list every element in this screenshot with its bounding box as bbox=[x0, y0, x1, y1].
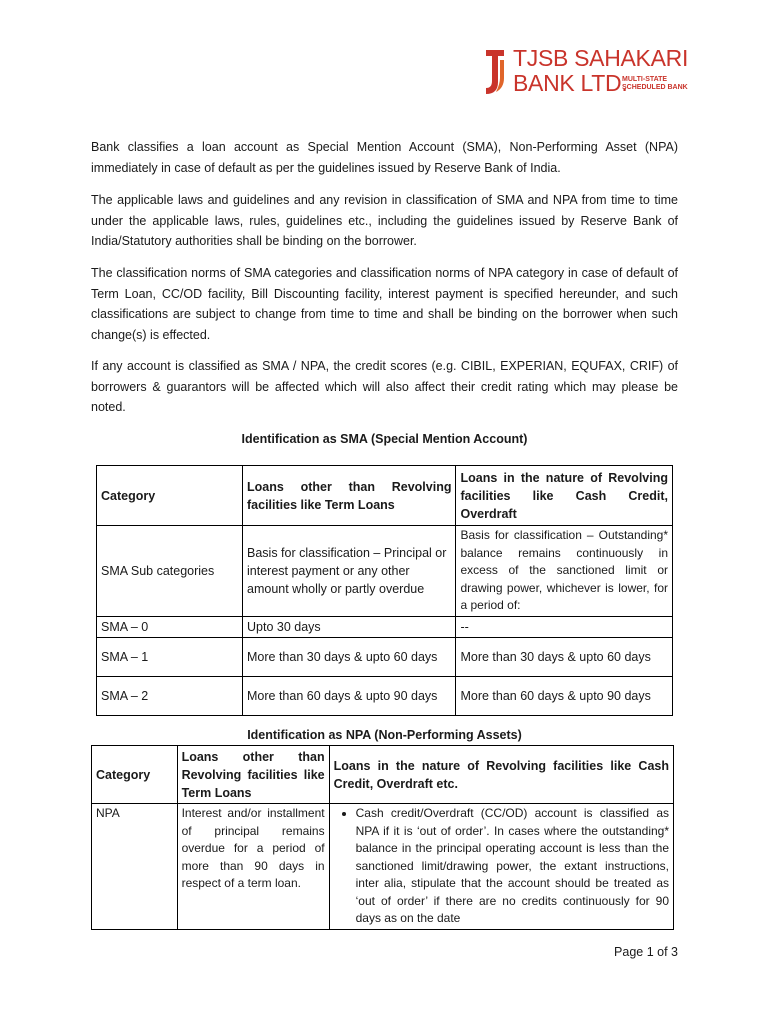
sma-table bbox=[96, 465, 673, 716]
paragraph-2: The applicable laws and guidelines and any revision in classification of SMA and NPA from time to time under the applicable laws, rules, guidelines etc., including the guidelines issued by Reserve Bank of India/Statutory authorities shall be binding on the borrower. bbox=[91, 193, 678, 248]
npa-table bbox=[91, 745, 674, 930]
tjsb-logo-icon bbox=[482, 48, 508, 96]
npa-heading: Identification as NPA (Non-Performing Assets) bbox=[247, 728, 522, 742]
table-cell: -- bbox=[456, 616, 673, 637]
table-cell: Basis for classification – Outstanding* balance remains continuously in excess of the sanctioned limit or drawing power, whichever is lower, for a period of: bbox=[456, 526, 673, 617]
table-cell: SMA – 0 bbox=[97, 616, 243, 637]
logo-sub-2: SCHEDULED BANK bbox=[622, 84, 688, 91]
table-row bbox=[97, 526, 673, 617]
table-header-cell: Category bbox=[97, 466, 243, 526]
table-header-cell: Loans other than Revolving facilities like Term Loans bbox=[243, 466, 456, 526]
table-cell: NPA bbox=[92, 804, 178, 930]
table-row bbox=[97, 616, 673, 637]
logo-subtitle bbox=[622, 76, 688, 92]
paragraph-3: The classification norms of SMA categories and classification norms of NPA category in case of default of Term Loan, CC/OD facility, Bill Discounting facility, interest payment is specified hereunder, and such classifications are subject to change from time to time and shall be binding on the borrower when such change(s) is effected. bbox=[91, 266, 678, 342]
page-number: Page 1 of 3 bbox=[614, 945, 678, 959]
table-row bbox=[97, 466, 673, 526]
paragraph-1: Bank classifies a loan account as Special Mention Account (SMA), Non-Performing Asset (NPA) immediately in case of default as per the guidelines issued by Reserve Bank of India. bbox=[91, 140, 678, 175]
table-cell bbox=[329, 804, 673, 930]
table-header-cell: Loans in the nature of Revolving facilities like Cash Credit, Overdraft bbox=[456, 466, 673, 526]
npa-bullet-list bbox=[334, 805, 669, 928]
table-row bbox=[92, 804, 674, 930]
paragraph-4: If any account is classified as SMA / NPA, the credit scores (e.g. CIBIL, EXPERIAN, EQUFAX, CRIF) of borrowers & guarantors will be affected which will also affect their credit rating which may please be noted. bbox=[91, 359, 678, 414]
bank-logo bbox=[482, 45, 689, 98]
table-cell: More than 30 days & upto 60 days bbox=[243, 637, 456, 676]
logo-sub-1: MULTI-STATE bbox=[622, 76, 668, 83]
table-cell: SMA Sub categories bbox=[97, 526, 243, 617]
table-row bbox=[97, 676, 673, 715]
table-cell: SMA – 1 bbox=[97, 637, 243, 676]
table-row bbox=[97, 637, 673, 676]
table-cell: Basis for classification – Principal or interest payment or any other amount wholly or partly overdue bbox=[243, 526, 456, 617]
table-header-cell: Loans other than Revolving facilities like Term Loans bbox=[177, 746, 329, 804]
table-cell: More than 30 days & upto 60 days bbox=[456, 637, 673, 676]
table-cell: More than 60 days & upto 90 days bbox=[456, 676, 673, 715]
logo-line-1: TJSB SAHAKARI bbox=[513, 45, 689, 71]
table-cell: More than 60 days & upto 90 days bbox=[243, 676, 456, 715]
list-item: • Cash credit/Overdraft (CC/OD) account is classified as NPA if it is ‘out of order’. In cases where the outstanding* balance in the principal operating account is less than the sanctioned limit/drawing power, the extant instructions, inter alia, stipulate that the account should be treated as ‘out of order’ if there are no credits continuously for 90 days as on the date bbox=[356, 805, 669, 928]
table-row bbox=[92, 746, 674, 804]
table-header-cell: Loans in the nature of Revolving facilities like Cash Credit, Overdraft etc. bbox=[329, 746, 673, 804]
sma-heading: Identification as SMA (Special Mention Account) bbox=[241, 432, 528, 446]
logo-line-2: BANK LTD. bbox=[513, 70, 628, 96]
table-header-cell: Category bbox=[92, 746, 178, 804]
table-cell: Upto 30 days bbox=[243, 616, 456, 637]
table-cell: SMA – 2 bbox=[97, 676, 243, 715]
table-cell: Interest and/or installment of principal remains overdue for a period of more than 90 days in respect of a term loan. bbox=[177, 804, 329, 930]
